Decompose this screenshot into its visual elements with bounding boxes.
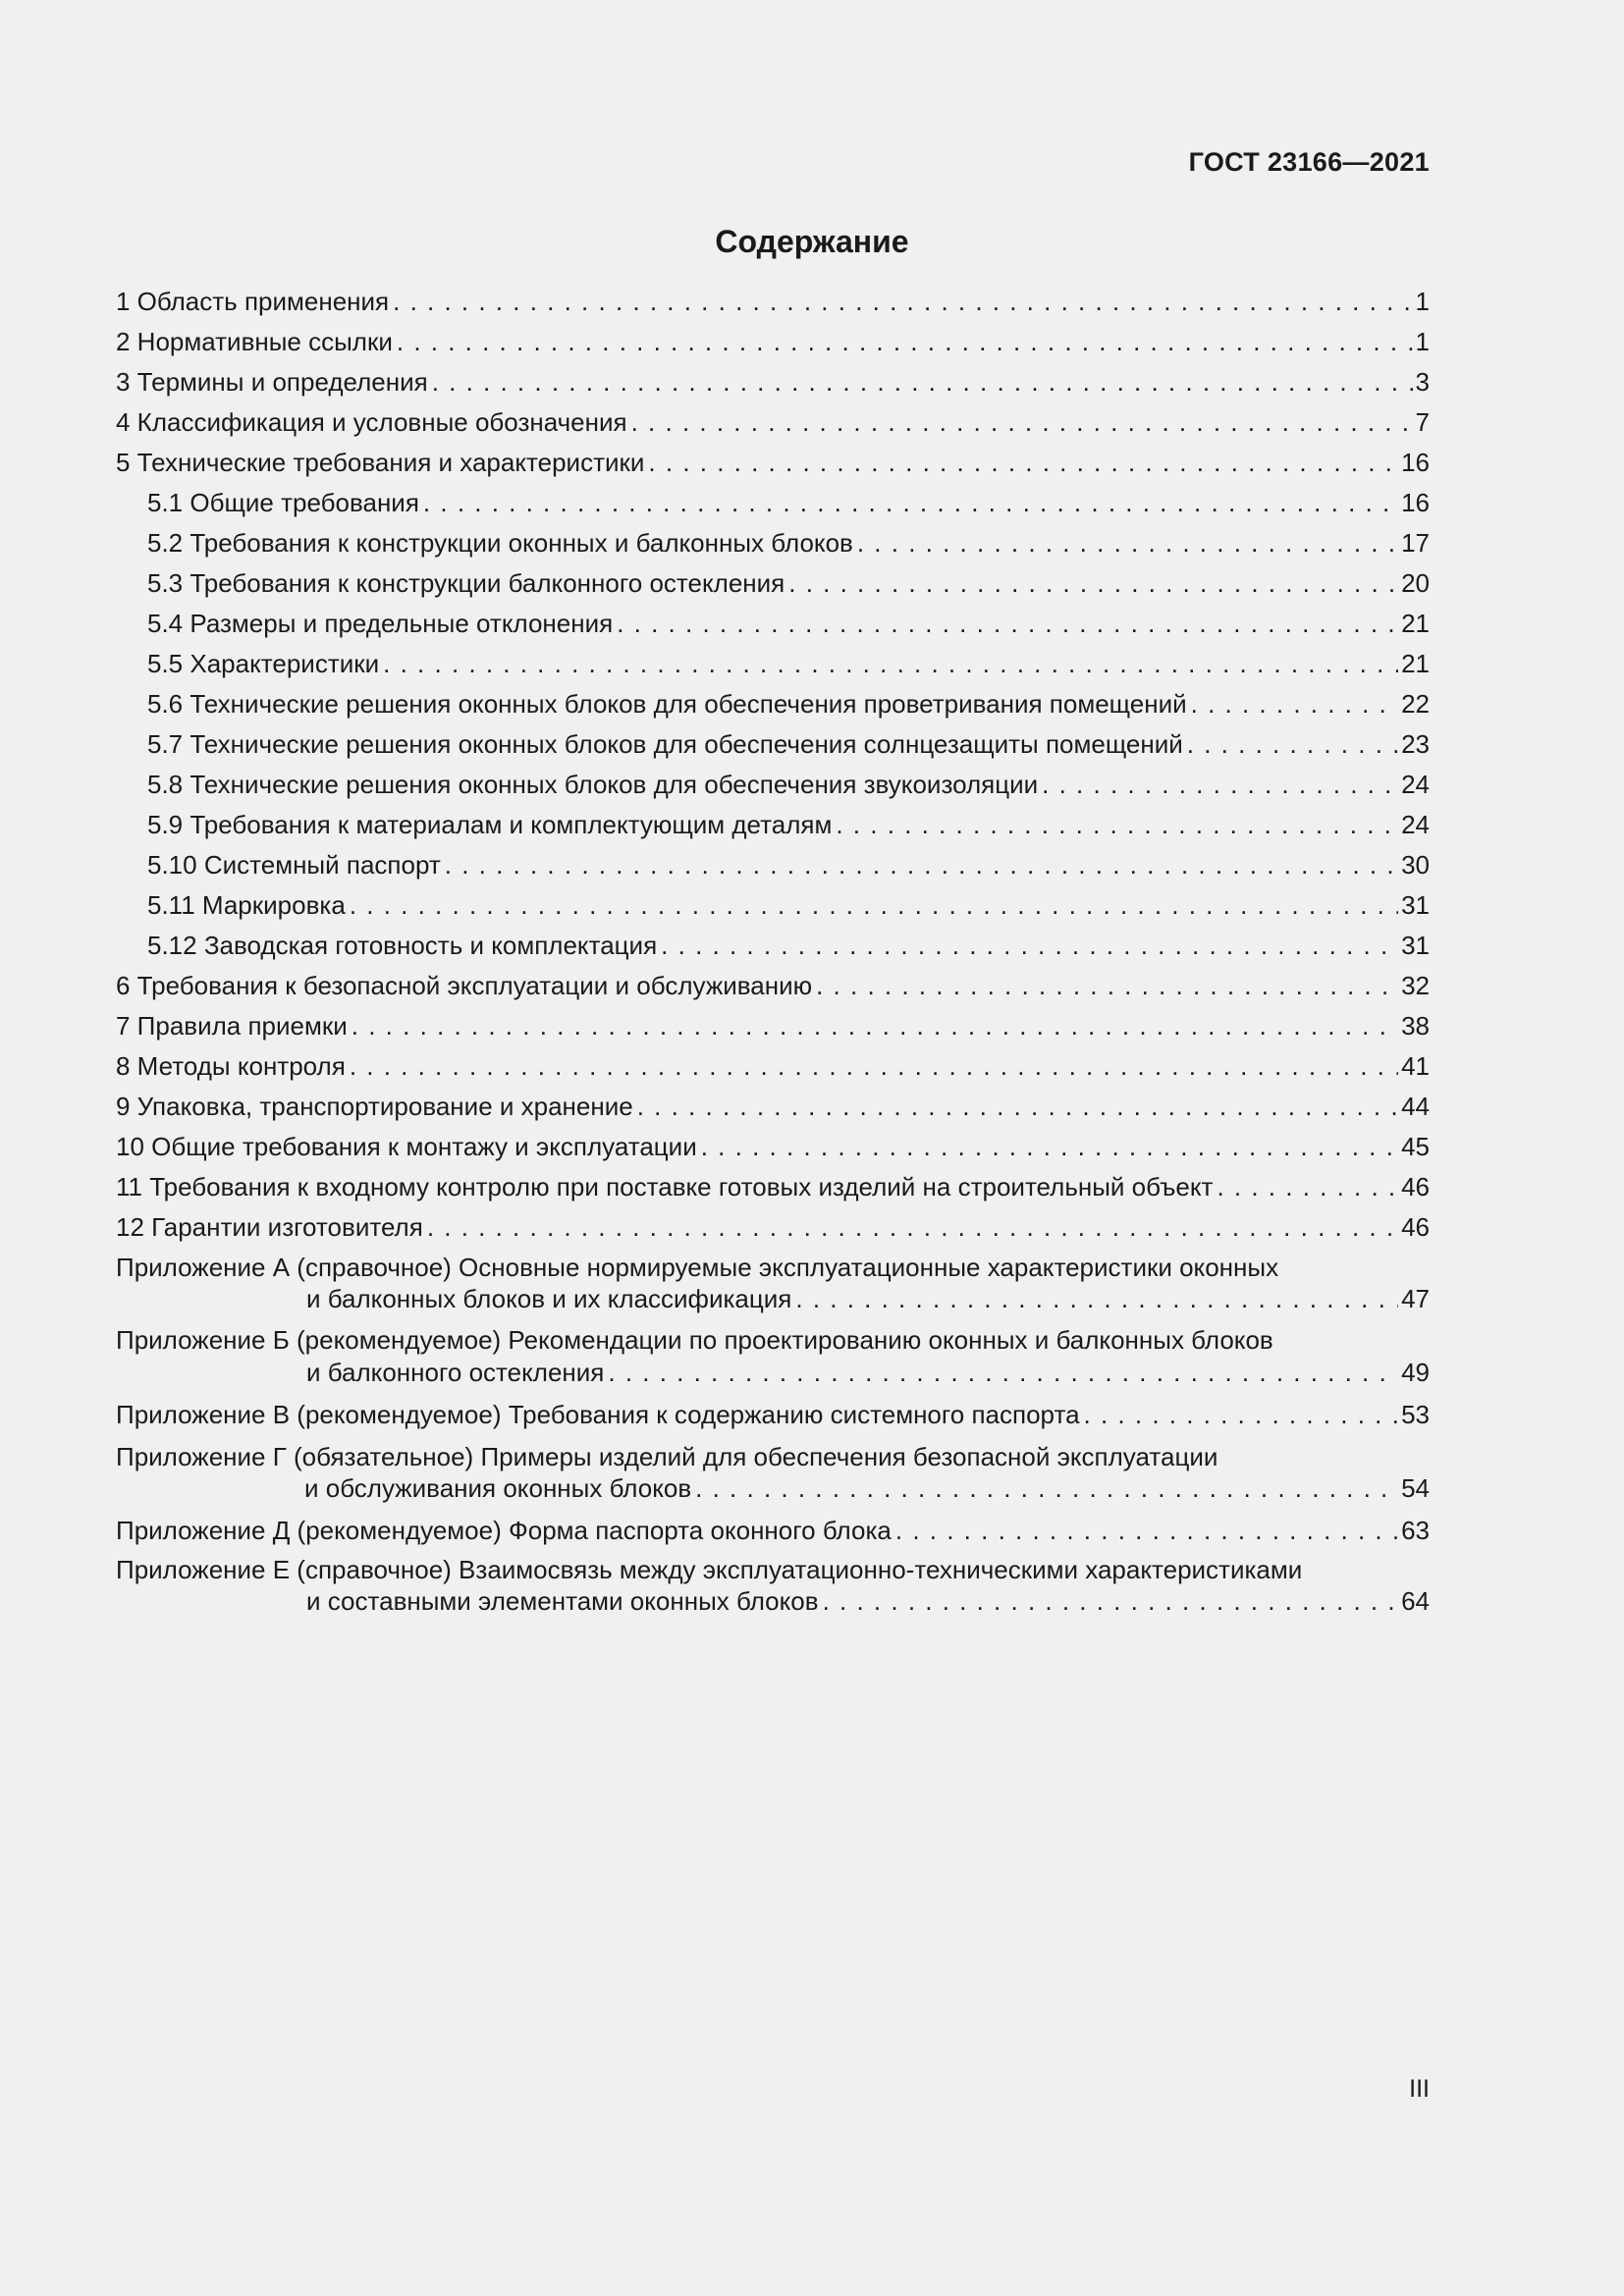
dot-leader [648,446,1398,479]
page-number-footer: III [1409,2075,1430,2103]
dot-leader [631,405,1413,439]
toc-page-number: 49 [1401,1358,1430,1387]
toc-entry-text: 10 Общие требования к монтажу и эксплуатации [116,1132,697,1161]
toc-page-number: 17 [1401,528,1430,558]
toc-page-number: 53 [1401,1400,1430,1429]
dot-leader [445,848,1398,881]
dot-leader [795,1282,1398,1315]
toc-page-number: 44 [1401,1092,1430,1121]
toc-appendix-entry[interactable] [116,1514,1430,1553]
toc-appendix-entry[interactable] [116,1440,1430,1514]
dot-leader [701,1130,1398,1163]
toc-entry-text: 5.3 Требования к конструкции балконного остекления [147,568,785,598]
toc-page-number: 16 [1401,488,1430,517]
dot-leader [661,929,1398,962]
dot-leader [397,325,1413,358]
toc-entry-text: Приложение В (рекомендуемое) Требования к содержанию системного паспорта [116,1400,1080,1429]
toc-entry[interactable] [116,405,1430,446]
toc-entry-text: 8 Методы контроля [116,1051,346,1081]
dot-leader [1191,687,1398,721]
dot-leader [350,1049,1398,1083]
document-code: ГОСТ 23166—2021 [1188,147,1430,177]
toc-entry-text: 5.9 Требования к материалам и комплектующим деталям [147,810,833,839]
toc-page-number: 1 [1415,287,1430,316]
toc-appendix-entry[interactable] [116,1251,1430,1323]
toc-page-number: 38 [1401,1011,1430,1041]
dot-leader [895,1514,1398,1547]
toc-entry[interactable] [116,285,1430,325]
toc-subentry[interactable] [116,888,1430,929]
table-of-contents [116,285,1430,1628]
toc-subentry[interactable] [116,687,1430,727]
toc-entry[interactable] [116,1009,1430,1049]
dot-leader [637,1090,1398,1123]
toc-subentry[interactable] [116,566,1430,607]
toc-entry-text: 5.11 Маркировка [147,890,346,920]
toc-entry-text: 5.5 Характеристики [147,649,380,678]
toc-subentry[interactable] [116,526,1430,566]
toc-entry-text: 5.1 Общие требования [147,488,419,517]
toc-appendix-entry[interactable] [116,1553,1430,1628]
toc-entry-text: Приложение Е (справочное) Взаимосвязь между эксплуатационно-техническими характеристиками [116,1555,1303,1584]
toc-page-number: 63 [1401,1516,1430,1545]
toc-entry-text: 5.6 Технические решения оконных блоков для обеспечения проветривания помещений [147,689,1187,719]
dot-leader [1084,1398,1399,1431]
toc-page-number: 30 [1401,850,1430,880]
toc-entry[interactable] [116,1049,1430,1090]
dot-leader [617,607,1398,640]
toc-entry-text: 9 Упаковка, транспортирование и хранение [116,1092,633,1121]
toc-page-number: 7 [1415,407,1430,437]
toc-entry-text: 5.4 Размеры и предельные отклонения [147,609,614,638]
toc-page-number: 22 [1401,689,1430,719]
toc-appendix-entry[interactable] [116,1323,1430,1398]
dot-leader [423,486,1398,519]
toc-entry-text: Приложение Г (обязательное) Примеры изделий для обеспечения безопасной эксплуатации [116,1442,1218,1471]
toc-entry[interactable] [116,969,1430,1009]
toc-entry-text: 12 Гарантии изготовителя [116,1212,423,1242]
toc-entry-continuation: и обслуживания оконных блоков [304,1473,692,1503]
toc-page-number: 45 [1401,1132,1430,1161]
toc-page-number: 1 [1415,327,1430,356]
toc-entry[interactable] [116,1170,1430,1210]
toc-page-number: 20 [1401,568,1430,598]
toc-page-number: 41 [1401,1051,1430,1081]
toc-page-number: 64 [1401,1586,1430,1616]
toc-page-number: 54 [1401,1473,1430,1503]
toc-entry-text: 5.8 Технические решения оконных блоков для обеспечения звукоизоляции [147,770,1039,799]
toc-page-number: 24 [1401,810,1430,839]
dot-leader [383,647,1398,680]
toc-subentry[interactable] [116,647,1430,687]
toc-appendix-entry[interactable] [116,1398,1430,1440]
toc-entry[interactable] [116,1130,1430,1170]
toc-subentry[interactable] [116,929,1430,969]
dot-leader [788,566,1398,600]
toc-entry-text: 11 Требования к входному контролю при поставке готовых изделий на строительный объект [116,1172,1214,1201]
dot-leader [393,285,1412,318]
dot-leader [1187,727,1398,761]
toc-entry-text: 5 Технические требования и характеристики [116,448,645,477]
toc-entry-text: Приложение Д (рекомендуемое) Форма паспорта оконного блока [116,1516,892,1545]
dot-leader [695,1471,1398,1505]
toc-page-number: 32 [1401,971,1430,1000]
toc-entry-text: 2 Нормативные ссылки [116,327,393,356]
toc-entry-text: 4 Классификация и условные обозначения [116,407,627,437]
dot-leader [836,808,1398,841]
toc-subentry[interactable] [116,848,1430,888]
toc-entry-text: 5.12 Заводская готовность и комплектация [147,931,658,960]
toc-page-number: 46 [1401,1172,1430,1201]
dot-leader [608,1356,1398,1389]
toc-entry-text: Приложение А (справочное) Основные нормируемые эксплуатационные характеристики оконных [116,1253,1279,1282]
toc-page-number: 46 [1401,1212,1430,1242]
toc-entry-text: 7 Правила приемки [116,1011,348,1041]
toc-entry[interactable] [116,365,1430,405]
toc-page-number: 16 [1401,448,1430,477]
toc-title: Содержание [715,224,909,259]
toc-entry[interactable] [116,1210,1430,1251]
toc-page-number: 47 [1401,1284,1430,1313]
toc-entry-continuation: и балконного остекления [306,1358,605,1387]
dot-leader [352,1009,1398,1042]
toc-page-number: 21 [1401,649,1430,678]
dot-leader [823,1584,1399,1618]
dot-leader [1042,768,1398,801]
toc-entry-text: 3 Термины и определения [116,367,428,397]
dot-leader [350,888,1398,922]
dot-leader [432,365,1413,399]
toc-entry-text: 5.7 Технические решения оконных блоков для обеспечения солнцезащиты помещений [147,729,1183,759]
toc-entry-text: 1 Область применения [116,287,390,316]
toc-entry-text: 5.10 Системный паспорт [147,850,441,880]
toc-page-number: 31 [1401,890,1430,920]
toc-page-number: 3 [1415,367,1430,397]
toc-entry[interactable] [116,1090,1430,1130]
toc-subentry[interactable] [116,808,1430,848]
toc-entry[interactable] [116,446,1430,486]
dot-leader [1217,1170,1398,1203]
toc-entry-continuation: и балконных блоков и их классификация [306,1284,792,1313]
toc-subentry[interactable] [116,486,1430,526]
toc-page-number: 23 [1401,729,1430,759]
toc-page-number: 24 [1401,770,1430,799]
toc-subentry[interactable] [116,607,1430,647]
dot-leader [816,969,1398,1002]
toc-page-number: 31 [1401,931,1430,960]
toc-entry-text: 6 Требования к безопасной эксплуатации и обслуживанию [116,971,813,1000]
toc-subentry[interactable] [116,727,1430,768]
toc-subentry[interactable] [116,768,1430,808]
toc-entry-continuation: и составными элементами оконных блоков [306,1586,819,1616]
dot-leader [427,1210,1398,1244]
toc-entry-text: 5.2 Требования к конструкции оконных и балконных блоков [147,528,853,558]
toc-entry-text: Приложение Б (рекомендуемое) Рекомендации по проектированию оконных и балконных блоков [116,1325,1273,1355]
toc-entry[interactable] [116,325,1430,365]
toc-page-number: 21 [1401,609,1430,638]
dot-leader [857,526,1398,560]
